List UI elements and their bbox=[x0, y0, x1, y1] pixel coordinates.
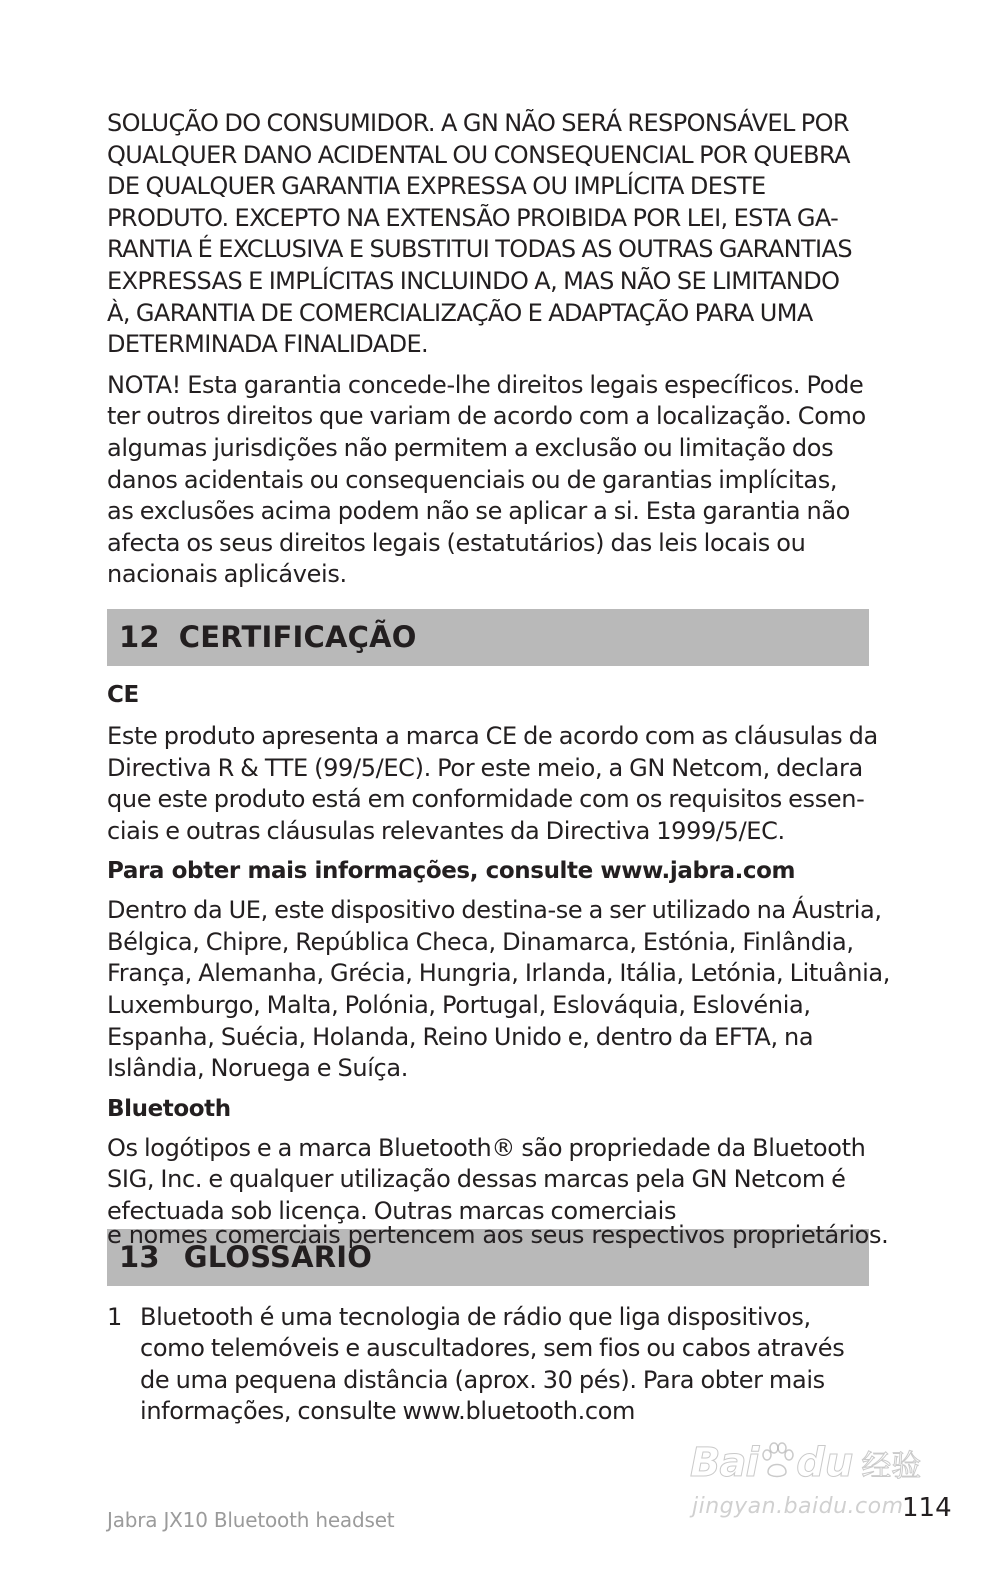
watermark-url: jingyan.baidu.com bbox=[692, 1494, 904, 1519]
watermark-brand-left: Bai bbox=[690, 1440, 759, 1486]
more-info-heading: Para obter mais informações, consulte www.jabra.com bbox=[107, 858, 796, 885]
warranty-note bbox=[107, 370, 869, 591]
text-line: Bélgica, Chipre, República Checa, Dinamarca, Estónia, Finlândia, bbox=[107, 927, 854, 956]
warranty-disclaimer bbox=[107, 108, 869, 361]
bluetooth-paragraph bbox=[107, 1133, 869, 1228]
text-line: danos acidentais ou consequenciais ou de garantias implícitas, bbox=[107, 465, 838, 494]
text-line: DE QUALQUER GARANTIA EXPRESSA OU IMPLÍCITA DESTE bbox=[107, 172, 766, 201]
paw-icon bbox=[760, 1442, 794, 1484]
bluetooth-heading: Bluetooth bbox=[107, 1095, 231, 1122]
text-line: algumas jurisdições não permitem a exclusão ou limitação dos bbox=[107, 433, 834, 462]
text-line: Islândia, Noruega e Suíça. bbox=[107, 1054, 409, 1083]
text-line: DETERMINADA FINALIDADE. bbox=[107, 330, 429, 359]
text-line: e nomes comerciais pertencem aos seus respectivos proprietários. bbox=[107, 1220, 889, 1249]
text-line: efectuada sob licença. Outras marcas comerciais bbox=[107, 1197, 677, 1226]
section-heading-certification bbox=[107, 609, 869, 666]
text-line: Luxemburgo, Malta, Polónia, Portugal, Eslováquia, Eslovénia, bbox=[107, 991, 811, 1020]
text-line: Bluetooth é uma tecnologia de rádio que liga dispositivos, bbox=[140, 1302, 811, 1331]
text-line: Os logótipos e a marca Bluetooth® são propriedade da Bluetooth bbox=[107, 1133, 866, 1162]
section-title: CERTIFICAÇÃO bbox=[178, 620, 417, 655]
text-line: informações, consulte www.bluetooth.com bbox=[140, 1397, 636, 1426]
text-line: Directiva R & TTE (99/5/EC). Por este meio, a GN Netcom, declara bbox=[107, 753, 863, 782]
text-line: ciais e outras cláusulas relevantes da Directiva 1999/5/EC. bbox=[107, 816, 785, 845]
glossary-item bbox=[107, 1302, 869, 1428]
text-line: Dentro da UE, este dispositivo destina-se a ser utilizado na Áustria, bbox=[107, 896, 882, 925]
text-line: SIG, Inc. e qualquer utilização dessas marcas pela GN Netcom é bbox=[107, 1165, 846, 1194]
footer-product-name: Jabra JX10 Bluetooth headset bbox=[107, 1508, 395, 1532]
text-line: nacionais aplicáveis. bbox=[107, 560, 347, 589]
glossary-item-number: 1 bbox=[107, 1302, 122, 1331]
watermark-brand-cn: 经验 bbox=[861, 1449, 922, 1484]
eu-countries-paragraph bbox=[107, 895, 891, 1085]
text-line: ter outros direitos que variam de acordo com a localização. Como bbox=[107, 402, 866, 431]
text-line: EXPRESSAS E IMPLÍCITAS INCLUINDO A, MAS NÃO SE LIMITANDO bbox=[107, 266, 840, 295]
text-line: NOTA! Esta garantia concede-lhe direitos legais específicos. Pode bbox=[107, 370, 864, 399]
section-title: GLOSSÁRIO bbox=[183, 1240, 373, 1275]
watermark-brand-right: du bbox=[796, 1440, 854, 1486]
baidu-watermark bbox=[690, 1418, 930, 1533]
glossary-item-text bbox=[140, 1302, 844, 1428]
ce-heading: CE bbox=[107, 681, 139, 708]
text-line: França, Alemanha, Grécia, Hungria, Irlanda, Itália, Letónia, Lituânia, bbox=[107, 959, 891, 988]
manual-page bbox=[107, 108, 891, 1428]
section-number: 13 bbox=[119, 1240, 160, 1275]
text-line: PRODUTO. EXCEPTO NA EXTENSÃO PROIBIDA POR LEI, ESTA GA- bbox=[107, 203, 839, 232]
text-line: QUALQUER DANO ACIDENTAL OU CONSEQUENCIAL POR QUEBRA bbox=[107, 140, 850, 169]
section-number: 12 bbox=[119, 620, 160, 655]
text-line: afecta os seus direitos legais (estatutários) das leis locais ou bbox=[107, 528, 806, 557]
text-line: SOLUÇÃO DO CONSUMIDOR. A GN NÃO SERÁ RESPONSÁVEL POR bbox=[107, 109, 849, 137]
ce-paragraph bbox=[107, 721, 878, 847]
text-line: Este produto apresenta a marca CE de acordo com as cláusulas da bbox=[107, 721, 878, 750]
text-line: como telemóveis e auscultadores, sem fios ou cabos através bbox=[140, 1334, 845, 1363]
text-line: que este produto está em conformidade com os requisitos essen- bbox=[107, 785, 865, 814]
text-line: as exclusões acima podem não se aplicar a si. Esta garantia não bbox=[107, 497, 851, 526]
clipped-text-line bbox=[107, 1220, 889, 1249]
text-line: À, GARANTIA DE COMERCIALIZAÇÃO E ADAPTAÇÃO PARA UMA bbox=[107, 298, 813, 327]
text-line: Espanha, Suécia, Holanda, Reino Unido e, dentro da EFTA, na bbox=[107, 1022, 814, 1051]
page-number: 114 bbox=[902, 1493, 952, 1523]
text-line: RANTIA É EXCLUSIVA E SUBSTITUI TODAS AS OUTRAS GARANTIAS bbox=[107, 235, 852, 264]
text-line: de uma pequena distância (aprox. 30 pés). Para obter mais bbox=[140, 1365, 825, 1394]
